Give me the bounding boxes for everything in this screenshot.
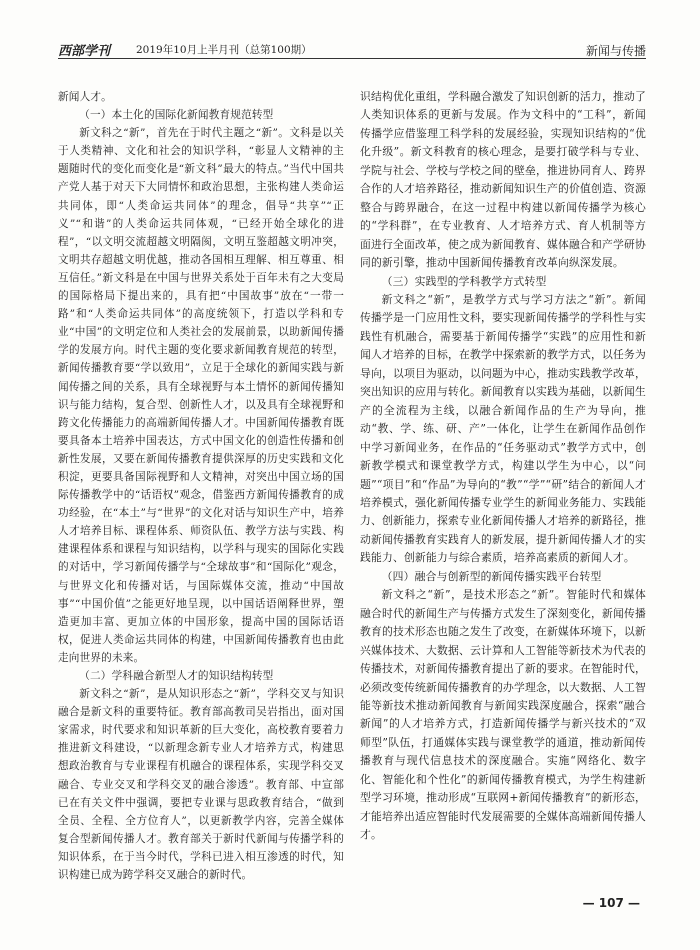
section-heading: （一）本土化的国际化新闻教育规范转型	[79, 109, 274, 122]
paragraph: 识结构优化重组，学科融合激发了知识创新的活力，推动了人类知识体系的更新与发展。作为文科中的“工科”，新闻传播学应借鉴理工科学科的发展经验，实现知识结构的“优化升级”。新文科教育的核心理念，是要打破学科与专业、学院与社会、学校与学校之间的壁垒，推进协同育人、跨界合作的人才培养路径，推动新闻知识生产的价值创造、资源整合与跨界融合，在这一过程中构建以新闻传播学为核心的“学科群”，在专业教育、人才培养方式、育人机制等方面进行全面改革，使之成为新闻教育、媒体融合和产学研协同的新引擎，推动中国新闻传播教育改革向纵深发展。	[360, 90, 646, 270]
paragraph: 新文科之“新”，首先在于时代主题之“新”。文科是以关于人类精神、文化和社会的知识学科，“彰显人文精神的主题随时代的变化而变化是“新文科”最大的特点。”当代中国共产党人基于对天下大同情怀和政治思想，主张构建人类命运共同体，即“人类命运共同体”的理念，倡导“共享”“正义”“和谐”的人类命运共同体观，“已经开始全球化的进程”，“以文明交流超越文明隔阂，文明互鉴超越文明冲突，文明共存超越文明优越，推动各国相互理解、相互尊重、相互信任。”新文科是在中国与世界关系处于百年未有之大变局的国际格局下提出来的，具有把“中国故事”放在“一带一路”和“人类命运共同体”的高度统领下，打造以学科和专业“中国”的文明定位和人类社会的发展前景，以助新闻传播学的发展方向。时代主题的变化要求新闻教育规范的转型，新闻传播教育要“学以致用”，立足于全球化的新闻实践与新闻传播之间的关系，具有全球视野与本土情怀的新闻传播知识与能力结构，复合型、创新性人才，以及具有全球视野和跨文化传播能力的高端新闻传播人才。中国新闻传播教育既要具备本土培养中国表达，方式中国文化的创造性传播和创新性发展，又要在新闻传播教育提供深厚的历史实践和文化积淀，更要具备国际视野和人文精神，对突出中国立场的国际传播教学中的“话语权”观念，借鉴西方新闻传播教育的成功经验，在“本土”与“世界”的文化对话与知识生产中，培养人才培养目标、课程体系、师资队伍、教学方法与实践、构建课程体系和课程与知识结构，以学科与现实的国际化实践的对话中，学习新闻传播学与“全球故事”和“国际化”观念，与世界文化和传播对话，与国际媒体交流，推动“中国故事”“中国价值”之能更好地呈现，以中国话语阐释世界，塑造更加丰富、更加立体的中国形象，提高中国的国际话语权，促进人类命运共同体的构建，中国新闻传播教育也由此走向世界的未来。	[58, 127, 344, 664]
section-heading: （三）实践型的学科教学方式转型	[381, 274, 547, 288]
section-heading: （四）融合与创新型的新闻传播实践平台转型	[381, 569, 602, 583]
section-name: 新闻与传播	[585, 44, 646, 58]
left-column	[58, 88, 344, 884]
issue-info: 2019年10月上半月刊（总第100期）	[136, 44, 312, 56]
journal-logo: 西部学刊	[58, 44, 111, 59]
paragraph: 新闻人才。	[58, 91, 112, 103]
right-column	[360, 88, 646, 845]
page-number: — 107 —	[582, 896, 640, 910]
section-heading: （二）学科融合新型人才的知识结构转型	[79, 670, 274, 682]
running-header	[58, 38, 646, 59]
paragraph: 新文科之“新”，是教学方式与学习方法之“新”。新闻传播学是一门应用性文科，要实现新闻传播学的学科性与实践性有机融合，需要基于新闻传播学“实践”的应用性和新闻人才培养的目标，在教学中探索新的教学方式，以任务为导向，以项目为驱动，以问题为中心，推动实践教学改革，突出知识的应用与转化。新闻教育以实践为基础，以新闻生产的全流程为主线，以融合新闻作品的生产为导向，推动“教、学、练、研、产”一体化，让学生在新闻作品创作中学习新闻业务，在作品的“任务驱动式”教学方式中，创新教学模式和课堂教学方式，构建以学生为中心，以“问题”“项目”和“作品”为导向的“教”“学”“研”结合的新闻人才培养模式，强化新闻传播专业学生的新闻业务能力、实践能力、创新能力，探索专业化新闻传播人才培养的新路径，推动新闻传播教育实践育人的新发展，提升新闻传播人才的实践能力、创新能力与综合素质，培养高素质的新闻人才。	[360, 292, 646, 565]
paragraph: 新文科之“新”，是从知识形态之“新”，学科交叉与知识融合是新文科的重要特征。教育部高教司吴岩指出，面对国家需求，时代要求和知识革新的巨大变化，高校教育要着力推进新文科建设，“以新理念新专业人才培养方式，构建思想政治教育与专业课程有机融合的课程体系，实现学科交叉融合、专业交叉和学科交叉的融合渗透”。教育部、中宣部已在有关文件中强调，要把专业课与思政教育结合，“做到全员、全程、全方位育人”，以更新教学内容，完善全媒体复合型新闻传播人才。教育部关于新时代新闻与传播学科的知识体系，在于当今时代，学科已进入相互渗透的时代，知识构建已成为跨学科交叉融合的新时代。	[58, 688, 344, 882]
paragraph: 新文科之“新”，是技术形态之“新”。智能时代和媒体融合时代的新闻生产与传播方式发生了深刻变化，新闻传播教育的技术形态也随之发生了改变，在新媒体环境下，以新兴媒体技术、大数据、云计算和人工智能等新技术为代表的传播技术，对新闻传播教育提出了新的要求。在智能时代，必须改变传统新闻传播教育的办学理念，以大数据、人工智能等新技术推动新闻教育与新闻实践深度融合，探索“融合新闻”的人才培养方式，打造新闻传播学与新兴技术的“双师型”队伍，打通媒体实践与课堂教学的通道，推动新闻传播教育与现代信息技术的深度融合。实施“网络化、数字化、智能化和个性化”的新闻传播教育模式，为学生构建新型学习环境，推动形成“互联网+新闻传播教育”的新形态，才能培养出适应智能时代发展需要的全媒体高端新闻传播人才。	[360, 588, 646, 842]
